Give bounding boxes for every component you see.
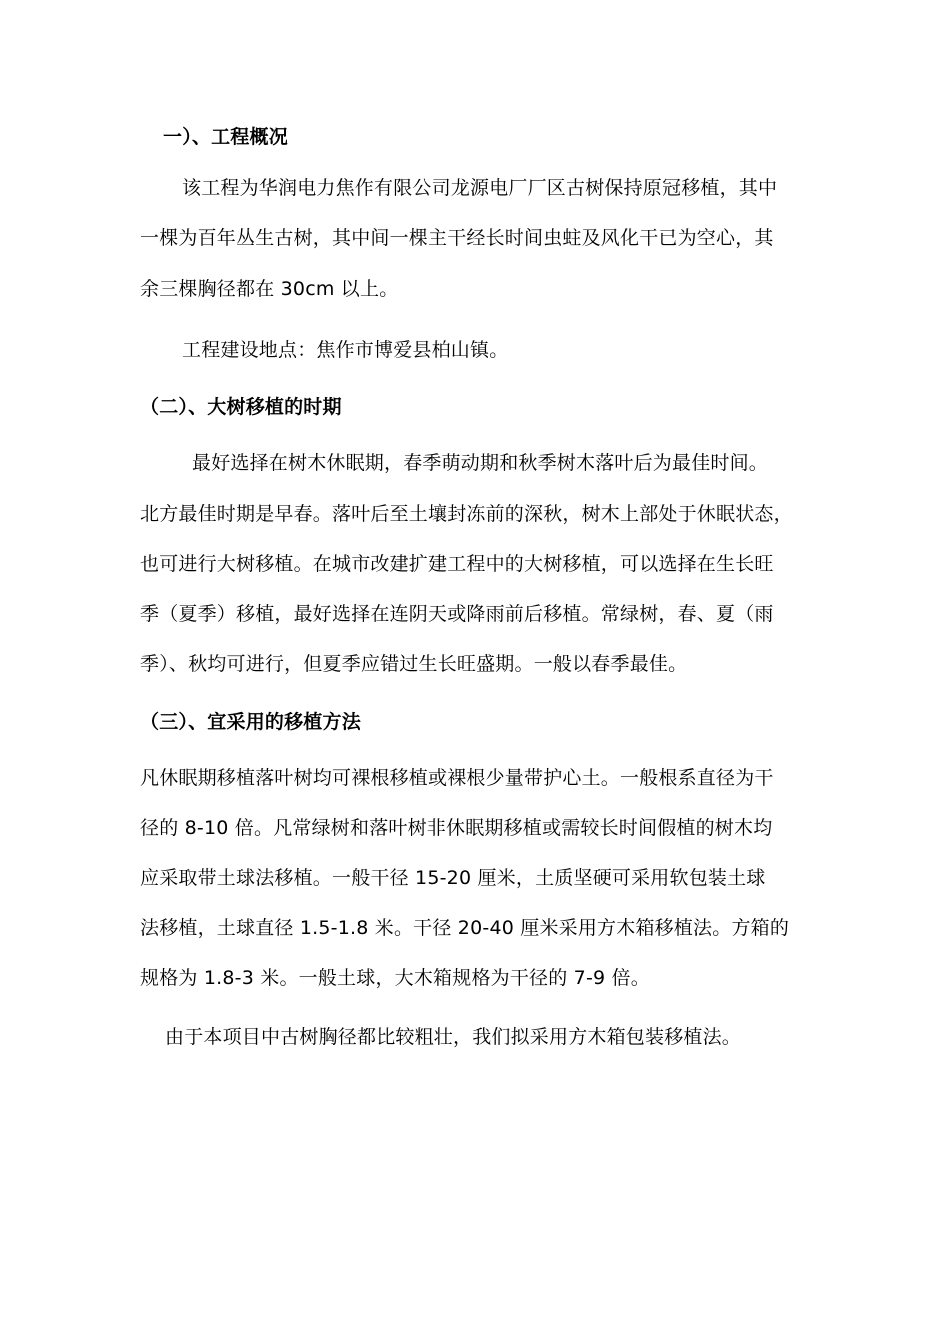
timing-paragraph-line-4: 季（夏季）移植，最好选择在连阴天或降雨前后移植。常绿树，春、夏（雨: [140, 603, 774, 625]
section-heading-methods: （三）、宜采用的移植方法: [140, 711, 361, 733]
overview-paragraph-line-3: 余三棵胸径都在 30cm 以上。: [140, 278, 399, 300]
timing-paragraph-line-2: 北方最佳时期是早春。落叶后至土壤封冻前的深秋，树木上部处于休眠状态，: [140, 503, 793, 525]
timing-paragraph-line-5: 季）、秋均可进行，但夏季应错过生长旺盛期。一般以春季最佳。: [140, 653, 688, 675]
methods-paragraph-line-3: 应采取带土球法移植。一般干径 15-20 厘米，土质坚硬可采用软包装土球: [140, 867, 766, 889]
section-heading-overview: 一）、工程概况: [163, 126, 288, 148]
conclusion-paragraph: 由于本项目中古树胸径都比较粗壮，我们拟采用方木箱包装移植法。: [165, 1026, 742, 1048]
timing-paragraph-line-1: 最好选择在树木休眠期，春季萌动期和秋季树木落叶后为最佳时间。: [192, 452, 769, 474]
methods-paragraph-line-1: 凡休眠期移植落叶树均可裸根移植或裸根少量带护心土。一般根系直径为干: [140, 767, 774, 789]
timing-paragraph-line-3: 也可进行大树移植。在城市改建扩建工程中的大树移植，可以选择在生长旺: [140, 553, 774, 575]
methods-paragraph-line-4: 法移植，土球直径 1.5-1.8 米。干径 20-40 厘米采用方木箱移植法。方箱的: [140, 917, 790, 939]
methods-paragraph-line-5: 规格为 1.8-3 米。一般土球，大木箱规格为干径的 7-9 倍。: [140, 967, 650, 989]
methods-paragraph-line-2: 径的 8-10 倍。凡常绿树和落叶树非休眠期移植或需较长时间假植的树木均: [140, 817, 773, 839]
section-heading-timing: （二）、大树移植的时期: [140, 396, 342, 418]
overview-paragraph-line-2: 一棵为百年丛生古树，其中间一棵主干经长时间虫蛀及风化干已为空心，其: [140, 227, 774, 249]
location-paragraph: 工程建设地点：焦作市博爱县柏山镇。: [182, 339, 509, 361]
overview-paragraph-line-1: 该工程为华润电力焦作有限公司龙源电厂厂区古树保持原冠移植，其中: [182, 177, 778, 199]
